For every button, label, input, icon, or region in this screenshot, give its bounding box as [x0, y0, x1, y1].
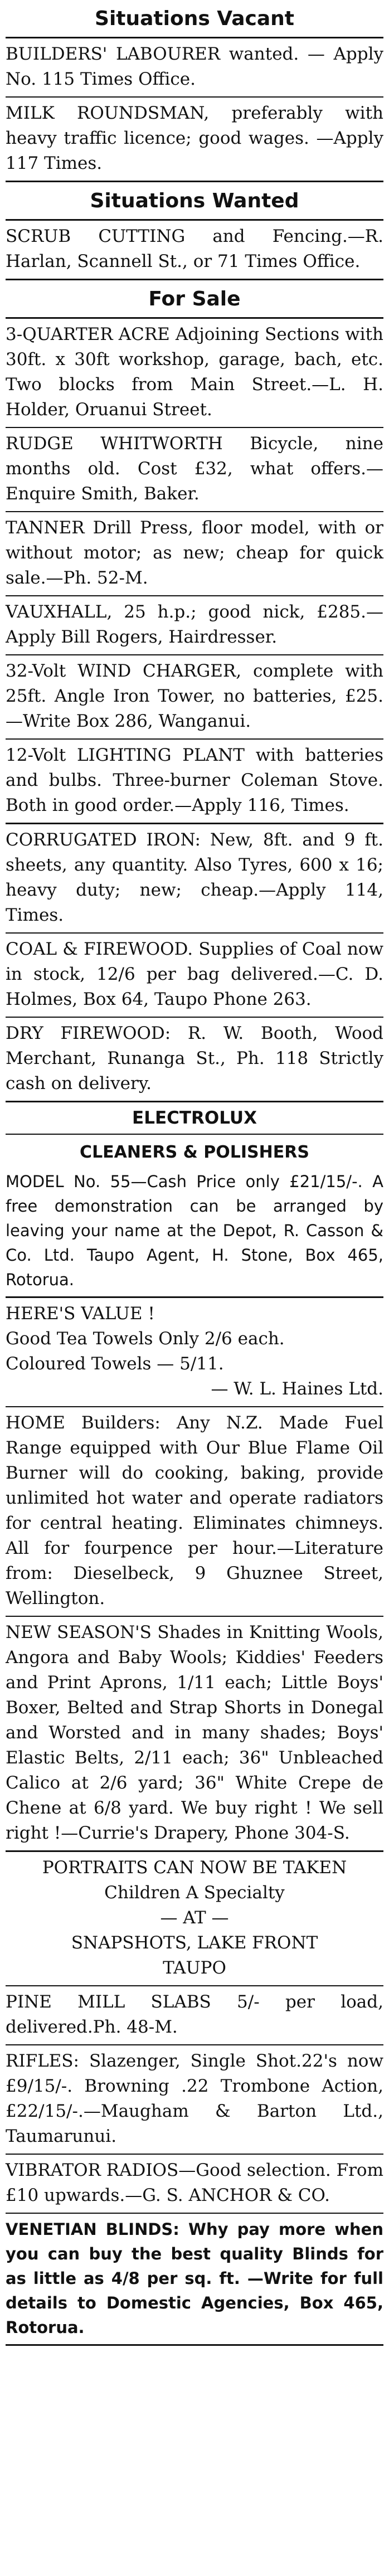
divider [6, 2344, 383, 2346]
ad-home-builders: HOME Builders: Any N.Z. Made Fuel Range equipped with Our Blue Flame Oil Burner will do cooking, baking, provide unlimited hot water and operate radiators for central heating. Eliminates chimneys. All for fourpence per hour.—Literature from: Dieselbeck, 9 Ghuznee Street, Wellington. [6, 1413, 383, 1608]
ad-lighting-plant: 12-Volt LIGHTING PLANT with batteries and bulbs. Three-burner Coleman Stove. Both in good order.—Apply 116, Times. [6, 745, 383, 815]
electrolux-subtitle: CLEANERS & POLISHERS [80, 1143, 309, 1162]
electrolux-title: ELECTROLUX [132, 1108, 257, 1128]
ad-rudge-bicycle: RUDGE WHITWORTH Bicycle, nine months old. Cost £32, what offers.—Enquire Smith, Baker. [6, 434, 383, 504]
ad-rifles: RIFLES: Slazenger, Single Shot.22's now £9/15/-. Browning .22 Trombone Action, £22/15/-.—Maugham & Barton Ltd., Taumarunui. [6, 2051, 383, 2146]
portraits-line-4: TAUPO [163, 1958, 226, 1978]
ad-tanner-drill: TANNER Drill Press, floor model, with or without motor; as new; cheap for quick sale.—Ph. 52-M. [6, 518, 383, 588]
portraits-title: PORTRAITS CAN NOW BE TAKEN [42, 1858, 347, 1878]
heres-value-line-2: Coloured Towels — 5/11. [6, 1354, 224, 1374]
portraits-line-1: Children A Specialty [104, 1883, 285, 1903]
section-heading-situations-wanted: Situations Wanted [90, 189, 299, 212]
ad-venetian-blinds: VENETIAN BLINDS: Why pay more when you can buy the best quality Blinds for as little as 4/8 per sq. ft. —Write for full details to Domestic Agencies, Box 465, Rotorua. [6, 2220, 383, 2337]
ad-corrugated-iron: CORRUGATED IRON: New, 8ft. and 9 ft. sheets, any quantity. Also Tyres, 600 x 16; heavy duty; new; cheap.—Apply 114, Times. [6, 830, 383, 925]
ad-electrolux: MODEL No. 55—Cash Price only £21/15/-. A free demonstration can be arranged by leaving your name at the Depot, R. Casson & Co. Ltd. Taupo Agent, H. Stone, Box 465, Rotorua. [6, 1172, 383, 1289]
heres-value-signature: — W. L. Haines Ltd. [211, 1379, 383, 1399]
ad-new-season: NEW SEASON'S Shades in Knitting Wools, Angora and Baby Wools; Kiddies' Feeders and Print Aprons, 1/11 each; Little Boys' Boxer, Belted and Strap Shorts in Donegal and Worsted and in many shades; Boys' Elastic Belts, 2/11 each; 36" Unbleached Calico at 2/6 yard; 36" White Crepe de Chene at 6/8 yard. We buy right ! We sell right !—Currie's Drapery, Phone 304-S. [6, 1622, 383, 1843]
ad-vibrator-radios: VIBRATOR RADIOS—Good selection. From £10 upwards.—G. S. ANCHOR & CO. [6, 2160, 383, 2205]
portraits-line-2: — AT — [160, 1908, 229, 1928]
section-heading-situations-vacant: Situations Vacant [95, 7, 294, 30]
ad-pine-mill: PINE MILL SLABS 5/- per load, delivered.Ph. 48-M. [6, 1992, 383, 2037]
ad-vauxhall: VAUXHALL, 25 h.p.; good nick, £285.—Apply Bill Rogers, Hairdresser. [6, 602, 383, 647]
ad-quarter-acre: 3-QUARTER ACRE Adjoining Sections with 30ft. x 30ft workshop, garage, bach, etc. Two blocks from Main Street.—L. H. Holder, Oruanui Street. [6, 324, 383, 420]
heres-value-line-1: Good Tea Towels Only 2/6 each. [6, 1329, 285, 1349]
heres-value-title: HERE'S VALUE ! [6, 1304, 155, 1324]
portraits-line-3: SNAPSHOTS, LAKE FRONT [71, 1933, 318, 1953]
ad-dry-firewood: DRY FIREWOOD: R. W. Booth, Wood Merchant, Runanga St., Ph. 118 Strictly cash on delivery. [6, 1023, 383, 1093]
section-heading-for-sale: For Sale [148, 287, 241, 310]
ad-coal-firewood: COAL & FIREWOOD. Supplies of Coal now in stock, 12/6 per bag delivered.—C. D. Holmes, Box 64, Taupo Phone 263. [6, 939, 383, 1009]
ad-scrub-cutting: SCRUB CUTTING and Fencing.—R. Harlan, Scannell St., or 71 Times Office. [6, 226, 383, 271]
ad-milk-roundsman: MILK ROUNDSMAN, preferably with heavy traffic licence; good wages. —Apply 117 Times. [6, 103, 383, 173]
ad-wind-charger: 32-Volt WIND CHARGER, complete with 25ft. Angle Iron Tower, no batteries, £25.—Write Box 286, Wanganui. [6, 661, 383, 731]
ad-builders-labourer: BUILDERS' LABOURER wanted. — Apply No. 115 Times Office. [6, 44, 383, 89]
